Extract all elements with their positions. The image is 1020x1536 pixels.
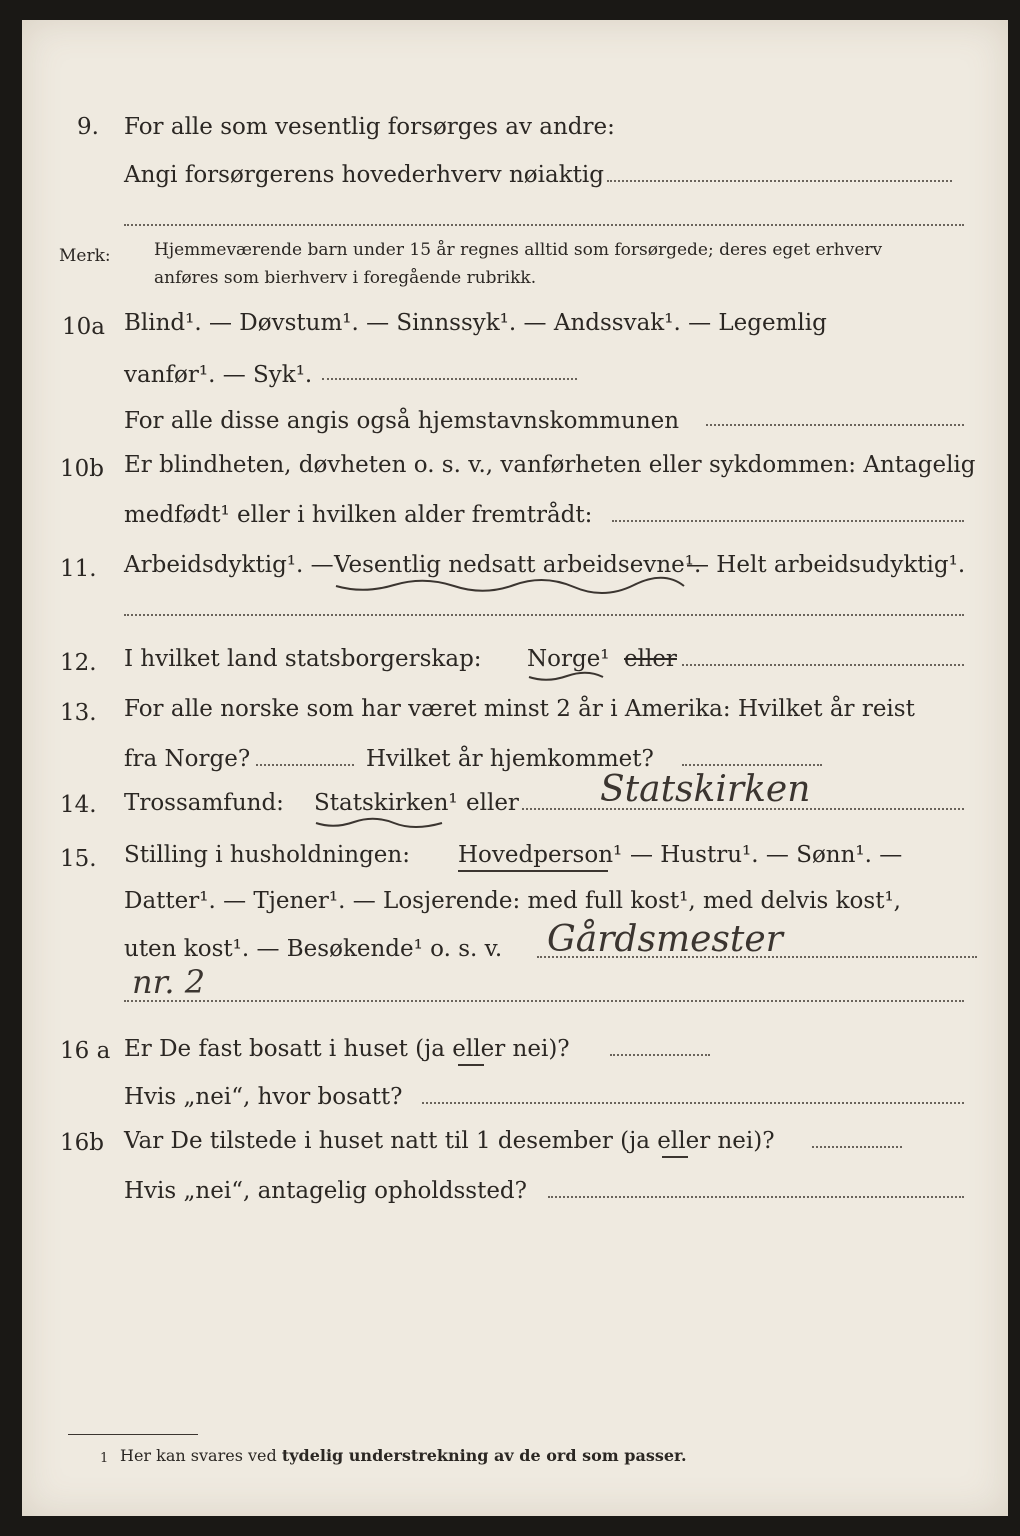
- q11-number: 11.: [60, 556, 97, 582]
- q15-number: 15.: [60, 846, 97, 872]
- q14-handwritten-answer: Statskirken: [600, 769, 811, 810]
- q16a-ja-underline: [458, 1064, 484, 1066]
- q15-handwritten-answer-1: Gårdsmester: [547, 919, 783, 960]
- q16a-answer-line: [610, 1054, 710, 1056]
- q11-part2: Vesentlig nedsatt arbeidsevne¹.: [334, 552, 702, 578]
- q12-norge: Norge¹: [527, 646, 610, 672]
- q11-part1: Arbeidsdyktig¹. —: [124, 552, 334, 578]
- footnote-text: [120, 1448, 687, 1464]
- q15-underline-mark: [458, 870, 608, 872]
- q10a-number: 10a: [62, 314, 105, 340]
- q13-number: 13.: [60, 700, 97, 726]
- q10b-line2: medfødt¹ eller i hvilken alder fremtrådt:: [124, 502, 593, 528]
- q16a-line1: Er De fast bosatt i huset (ja eller nei)?: [124, 1036, 570, 1062]
- q12-eller: eller: [624, 646, 677, 672]
- census-form-page: [22, 20, 1008, 1516]
- q12-underline-mark: [527, 672, 605, 684]
- q16b-line1: Var De tilstede i huset natt til 1 desember (ja eller nei)?: [124, 1128, 775, 1154]
- q16b-opholdssted-line: [548, 1196, 964, 1198]
- q11-part3: — Helt arbeidsudyktig¹.: [686, 552, 966, 578]
- q10a-kommune-line: [706, 424, 964, 426]
- q15-answer-line-2: [124, 1000, 964, 1002]
- q11-underline-mark: [334, 580, 686, 594]
- q9-line1: For alle som vesentlig forsørges av andre:: [124, 114, 615, 140]
- merk-line1: Hjemmeværende barn under 15 år regnes alltid som forsørgede; deres eget erhverv: [154, 240, 883, 260]
- q13-line2b: Hvilket år hjemkommet?: [366, 746, 654, 772]
- q9-answer-line: [607, 180, 952, 182]
- q15-line2: Datter¹. — Tjener¹. — Losjerende: med full kost¹, med delvis kost¹,: [124, 888, 901, 914]
- q13-reist-line: [256, 764, 354, 766]
- footnote-mark: 1: [100, 1451, 109, 1466]
- q15-handwritten-answer-2: nr. 2: [132, 963, 206, 1001]
- q15-line3: uten kost¹. — Besøkende¹ o. s. v.: [124, 936, 503, 962]
- q13-line1: For alle norske som har været minst 2 år i Amerika: Hvilket år reist: [124, 696, 915, 722]
- q14-underline-mark: [314, 818, 444, 830]
- footnote-plain: Her kan svares ved: [120, 1446, 277, 1465]
- q16b-line2: Hvis „nei“, antagelig opholdssted?: [124, 1178, 527, 1204]
- q10b-answer-line: [612, 520, 964, 522]
- q15-line1b: — Hustru¹. — Sønn¹. —: [630, 842, 903, 868]
- q9-line2: Angi forsørgerens hovederhverv nøiaktig: [124, 162, 604, 188]
- q10b-line1: Er blindheten, døvheten o. s. v., vanførheten eller sykdommen: Antagelig: [124, 452, 976, 478]
- footnote-rule: [68, 1434, 198, 1435]
- q14-number: 14.: [60, 792, 97, 818]
- q10b-number: 10b: [60, 456, 104, 482]
- q12-number: 12.: [60, 650, 97, 676]
- merk-label: Merk:: [59, 246, 111, 266]
- q15-hovedperson: Hovedperson¹: [458, 842, 623, 868]
- q10a-answer-line: [322, 378, 577, 380]
- q16b-answer-line: [812, 1146, 902, 1148]
- q10a-line3: For alle disse angis også hjemstavnskommunen: [124, 408, 680, 434]
- footnote-bold: tydelig understrekning av de ord som passer.: [281, 1446, 687, 1465]
- q9-extra-line: [124, 224, 964, 226]
- q10a-line1: Blind¹. — Døvstum¹. — Sinnssyk¹. — Andssvak¹. — Legemlig: [124, 310, 827, 336]
- q14-statskirken: Statskirken¹: [314, 790, 458, 816]
- q13-hjemkommet-line: [682, 764, 822, 766]
- q16a-number: 16 a: [60, 1038, 111, 1064]
- q12-text: I hvilket land statsborgerskap:: [124, 646, 482, 672]
- q12-answer-line: [682, 664, 964, 666]
- q16b-number: 16b: [60, 1130, 104, 1156]
- q11-extra-line: [124, 614, 964, 616]
- q9-number: 9.: [77, 114, 99, 140]
- q10a-line2: vanfør¹. — Syk¹.: [124, 362, 313, 388]
- merk-line2: anføres som bierhverv i foregående rubrikk.: [154, 268, 537, 288]
- q16a-line2: Hvis „nei“, hvor bosatt?: [124, 1084, 403, 1110]
- q15-line1a: Stilling i husholdningen:: [124, 842, 410, 868]
- q14-text: Trossamfund:: [124, 790, 284, 816]
- q14-eller: eller: [466, 790, 519, 816]
- q16a-bosatt-line: [422, 1102, 964, 1104]
- q13-line2a: fra Norge?: [124, 746, 251, 772]
- q16b-ja-underline: [662, 1156, 688, 1158]
